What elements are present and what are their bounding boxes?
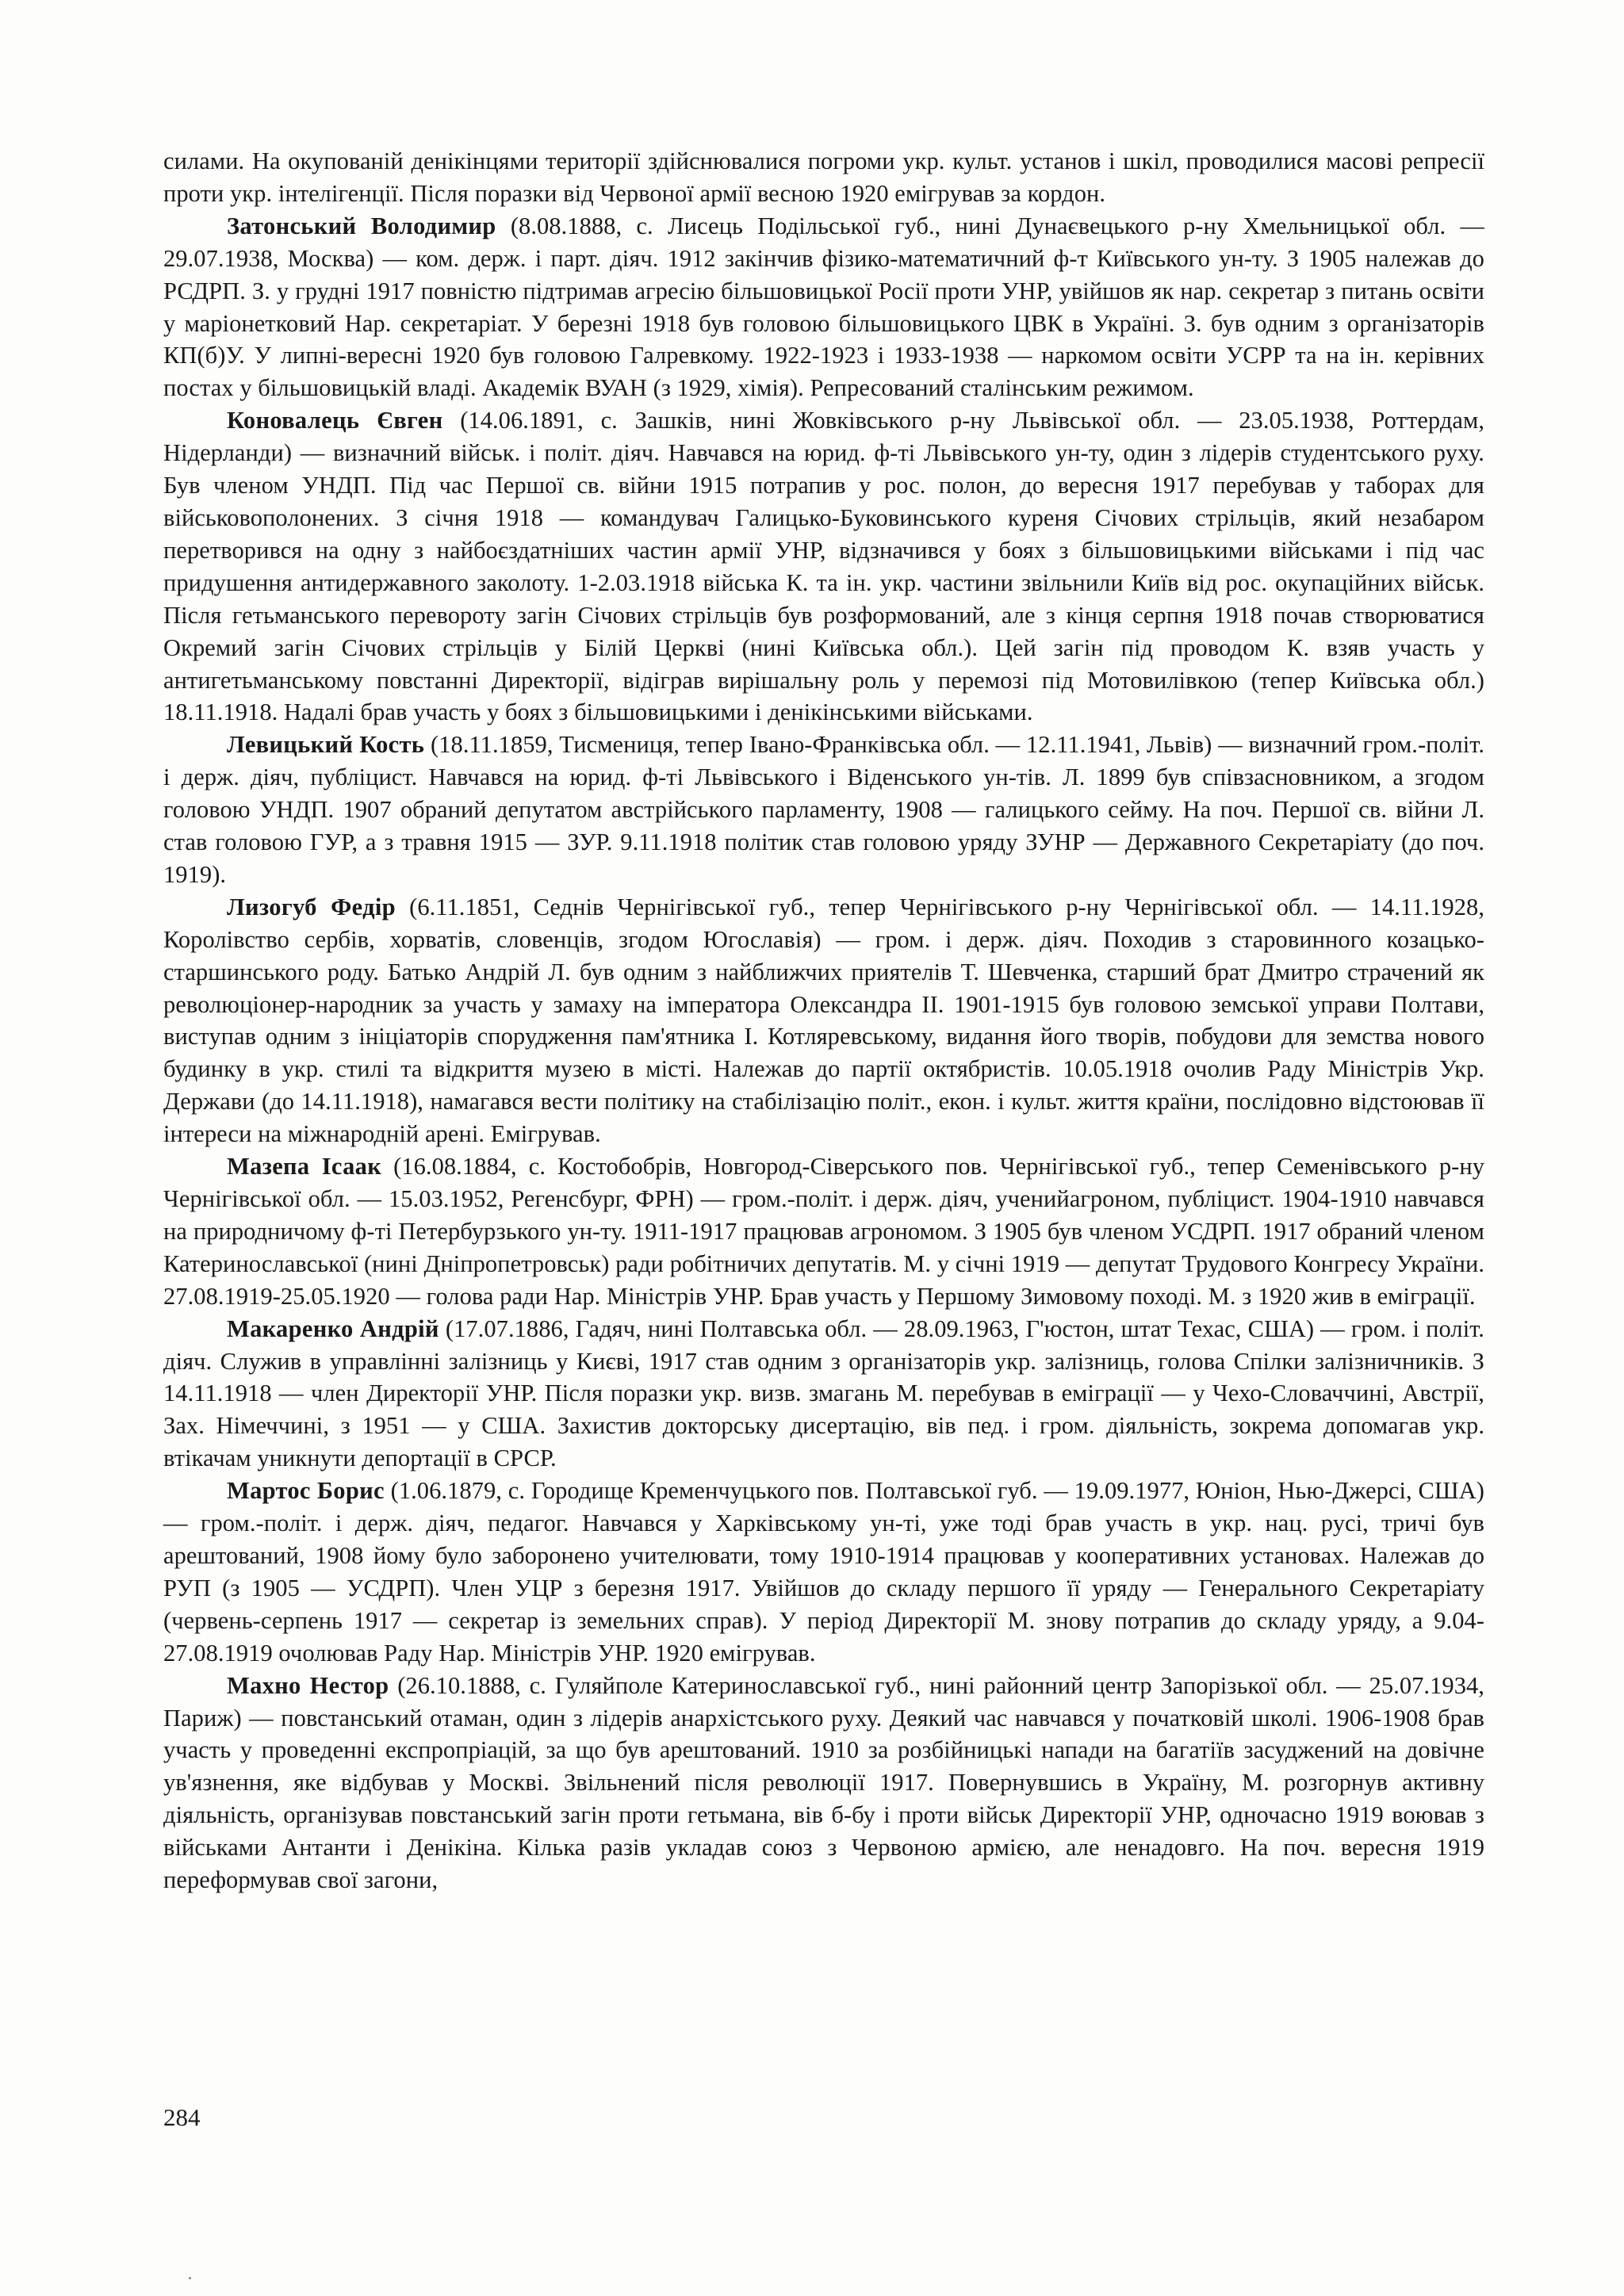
entry-text: (14.06.1891, с. Зашків, нині Жовківського р-ну Львівської обл. — 23.05.1938, Роттердам, Нідерланди) — визначний військ. і політ. діяч. Навчався на юрид. ф-ті Львівського ун-ту, один з лідерів студентського руху. Був членом УНДП. Під час Першої св. війни 1915 потрапив у рос. полон, до вересня 1917 перебував у таборах для військовополонених. З січня 1918 — командувач Галицько-Буковинського куреня Січових стрільців, який незабаром перетворився на одну з найбоєздатніших частин армії УНР, відзначився у боях з більшовицькими військами і під час придушення антидержавного заколоту. 1-2.03.1918 війська К. та ін. укр. частини звільнили Київ від рос. окупаційних військ. Після гетьманського перевороту загін Січових стрільців був розформований, але з кінця серпня 1918 почав створюватися Окремий загін Січових стрільців у Білій Церкві (нині Київська обл.). Цей загін під проводом К. взяв участь у антигетьманському повстанні Директорії, відіграв вирішальну роль у перемозі під Мотовилівкою (тепер Київська обл.) 18.11.1918. Надалі брав участь у боях з більшовицькими і денікінськими військами. — [163, 407, 1484, 726]
entry-name: Мазепа Ісаак — [227, 1153, 382, 1181]
entry-text: (26.10.1888, с. Гуляйполе Катеринославської губ., нині районний центр Запорізької обл. — 25.07.1934, Париж) — повстанський отаман, один з лідерів анархістського руху. Деякий час навчався у початковій школі. 1906-1908 брав участь у проведенні експропріацій, за що був арештований. 1910 за розбійницькі напади на багатіїв засуджений на довічне ув'язнення, яке відбував у Москві. Звільнений після революції 1917. Повернувшись в Україну, М. розгорнув активну діяльність, організував повстанський загін проти гетьмана, вів б-бу і проти військ Директорії УНР, одночасно 1919 воював з військами Антанти і Денікіна. Кілька разів укладав союз з Червоною армією, але ненадовго. На поч. вересня 1919 переформував свої загони, — [163, 1671, 1484, 1894]
entry-text: (1.06.1879, с. Городище Кременчуцького пов. Полтавської губ. — 19.09.1977, Юніон, Нью-Джерсі, США) — гром.-політ. і держ. діяч, педагог. Навчався у Харківському ун-ті, уже тоді брав участь в укр. нац. русі, тричі був арештований, 1908 йому було заборонено учителювати, тому 1910-1914 працював у кооперативних установах. Належав до РУП (з 1905 — УСДРП). Член УЦР з березня 1917. Увійшов до складу першого її уряду — Генерального Секретаріату (червень-серпень 1917 — секретар із земельних справ). У період Директорії М. знову потрапив до складу уряду, а 9.04-27.08.1919 очолював Раду Нар. Міністрів УНР. 1920 емігрував. — [163, 1477, 1484, 1667]
entry-name: Коновалець Євген — [227, 407, 443, 434]
intro-paragraph — [163, 145, 1484, 210]
entry-name: Махно Нестор — [227, 1671, 389, 1699]
entry-zatonskyi — [163, 210, 1484, 404]
text-column — [163, 145, 1484, 1896]
entry-name: Макаренко Андрій — [227, 1314, 439, 1342]
entry-text: (17.07.1886, Гадяч, нині Полтавська обл. — 28.09.1963, Г'юстон, штат Техас, США) — гром. і політ. діяч. Служив в управлінні залізниць у Києві, 1917 став одним з організаторів укр. залізниць, голова Спілки залізничників. З 14.11.1918 — член Директорії УНР. Після поразки укр. визв. змагань М. перебував в еміграції — у Чехо-Словаччині, Австрії, Зах. Німеччині, з 1951 — у США. Захистив докторську дисертацію, вів пед. і гром. діяльність, зокрема допомагав укр. втікачам уникнути депортації в СРСР. — [163, 1314, 1484, 1472]
entry-mazepa — [163, 1150, 1484, 1313]
page-number: 284 — [163, 2103, 201, 2131]
entry-text: (18.11.1859, Тисмениця, тепер Івано-Франківська обл. — 12.11.1941, Львів) — визначний гром.-політ. і держ. діяч, публіцист. Навчався на юрид. ф-ті Львівського і Віденського ун-тів. Л. 1899 був співзасновником, а згодом головою УНДП. 1907 обраний депутатом австрійського парламенту, 1908 — галицького сейму. На поч. Першої св. війни Л. став головою ГУР, а з травня 1915 — ЗУР. 9.11.1918 політик став головою уряду ЗУНР — Державного Секретаріату (до поч. 1919). — [163, 731, 1485, 888]
entry-martos — [163, 1475, 1484, 1669]
entry-name: Левицький Кость — [227, 731, 425, 759]
entry-konovalets — [163, 404, 1484, 729]
intro-text: силами. На окупованій денікінцями території здійснювалися погроми укр. культ. установ і шкіл, проводилися масові репресії проти укр. інтелігенції. Після поразки від Червоної армії весною 1920 емігрував за кордон. — [163, 147, 1484, 207]
scan-speck — [189, 2277, 191, 2279]
entry-name: Лизогуб Федір — [227, 893, 396, 920]
entry-name: Затонський Володимир — [227, 212, 496, 239]
entry-text: (8.08.1888, с. Лисець Подільської губ., нині Дунаєвецького р-ну Хмельницької обл. — 29.07.1938, Москва) — ком. держ. і парт. діяч. 1912 закінчив фізико-математичний ф-т Київського ун-ту. З 1905 належав до РСДРП. З. у грудні 1917 повністю підтримав агресію більшовицької Росії проти УНР, увійшов як нар. секретар з питань освіти у маріонетковий Нар. секретаріат. У березні 1918 був головою більшовицького ЦВК в Україні. З. був одним з організаторів КП(б)У. У липні-вересні 1920 був головою Галревкому. 1922-1923 і 1933-1938 — наркомом освіти УСРР та на ін. керівних постах у більшовицькій владі. Академік ВУАН (з 1929, хімія). Репресований сталінським режимом. — [163, 212, 1484, 402]
entry-lyzohub — [163, 891, 1484, 1150]
entry-makarenko — [163, 1313, 1484, 1475]
entry-name: Мартос Борис — [227, 1477, 385, 1505]
entry-levytskyi — [163, 729, 1484, 891]
entry-makhno — [163, 1670, 1484, 1896]
entry-text: (6.11.1851, Седнів Чернігівської губ., тепер Чернігівського р-ну Чернігівської обл. — 14.11.1928, Королівство сербів, хорватів, словенців, згодом Югославія) — гром. і держ. діяч. Походив з старовинного козацько-старшинського роду. Батько Андрій Л. був одним з найближчих приятелів Т. Шевченка, старший брат Дмитро страчений як революціонер-народник за участь у замаху на імператора Олександра II. 1901-1915 був головою земської управи Полтави, виступав одним з ініціаторів спорудження пам'ятника І. Котляревському, видання його творів, побудови для земства нового будинку в укр. стилі та відкриття музею в місті. Належав до партії октябристів. 10.05.1918 очолив Раду Міністрів Укр. Держави (до 14.11.1918), намагався вести політику на стабілізацію політ., екон. і культ. життя країни, послідовно відстоював її інтереси на міжнародній арені. Емігрував. — [163, 893, 1484, 1148]
entry-text: (16.08.1884, с. Костобобрів, Новгород-Сіверського пов. Чернігівської губ., тепер Семенівського р-ну Чернігівської обл. — 15.03.1952, Регенсбург, ФРН) — гром.-політ. і держ. діяч, ученийагроном, публіцист. 1904-1910 навчався на природничому ф-ті Петербурзького ун-ту. 1911-1917 працював агрономом. З 1905 був членом УСДРП. 1917 обраний членом Катеринославської (нині Дніпропетровськ) ради робітничих депутатів. М. у січні 1919 — депутат Трудового Конгресу України. 27.08.1919-25.05.1920 — голова ради Нар. Міністрів УНР. Брав участь у Першому Зимовому поході. М. з 1920 жив в еміграції. — [163, 1153, 1484, 1310]
